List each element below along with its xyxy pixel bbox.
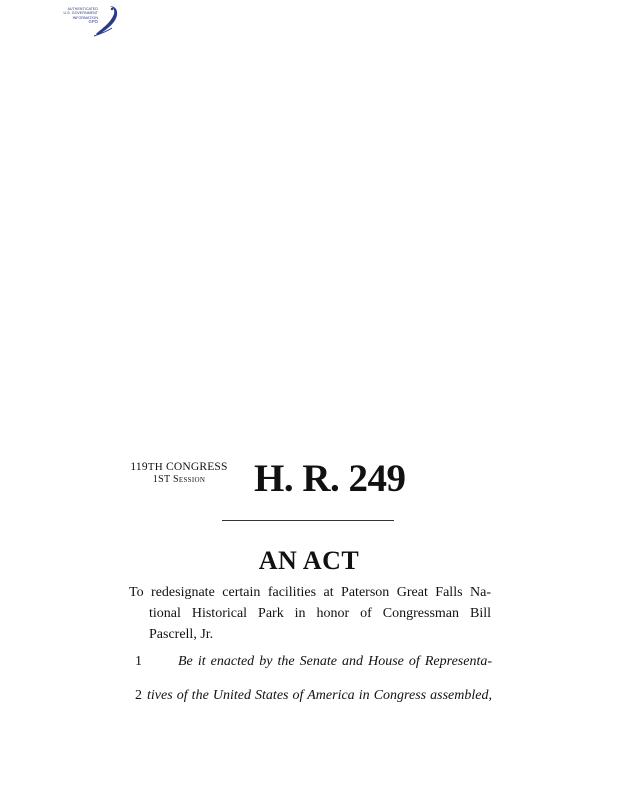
act-title: AN ACT <box>258 546 360 575</box>
purpose-line-1: To redesignate certain facilities at Paterson Great Falls Na- <box>129 585 491 600</box>
session-number: 1 <box>152 474 159 485</box>
purpose-line-3: Pascrell, Jr. <box>149 627 214 642</box>
seal-line-gpo: GPO <box>88 19 98 25</box>
enacting-clause <box>128 652 492 720</box>
session-label <box>116 474 242 486</box>
seal-line-information: INFORMATION <box>72 15 98 20</box>
congress-word: CONGRESS <box>165 461 228 473</box>
congress-suffix: TH <box>147 461 163 473</box>
line-number: 1 <box>135 654 142 669</box>
authentication-seal <box>40 4 120 38</box>
divider-rule <box>222 520 394 521</box>
enacting-clause-line <box>128 686 492 720</box>
seal-line-government: U.S. GOVERNMENT <box>63 11 98 16</box>
enacting-clause-text: Be it enacted by the Senate and House of Representa- <box>178 654 492 669</box>
eagle-seal-icon <box>92 4 122 38</box>
enacting-clause-line <box>128 652 492 686</box>
congress-number: 119 <box>130 461 148 473</box>
session-word: Session <box>173 474 206 485</box>
enacting-clause-text: tives of the United States of America in Congress assembled, <box>147 688 492 703</box>
seal-line-authenticated: AUTHENTICATED <box>67 7 98 11</box>
session-suffix: ST <box>158 474 171 485</box>
seal-text <box>40 7 98 25</box>
line-number: 2 <box>135 688 142 703</box>
congress-label <box>116 461 242 474</box>
bill-number: H. R. 249 <box>254 457 406 500</box>
purpose-line-2: tional Historical Park in honor of Congressman Bill <box>149 606 491 621</box>
bill-purpose <box>129 582 491 645</box>
